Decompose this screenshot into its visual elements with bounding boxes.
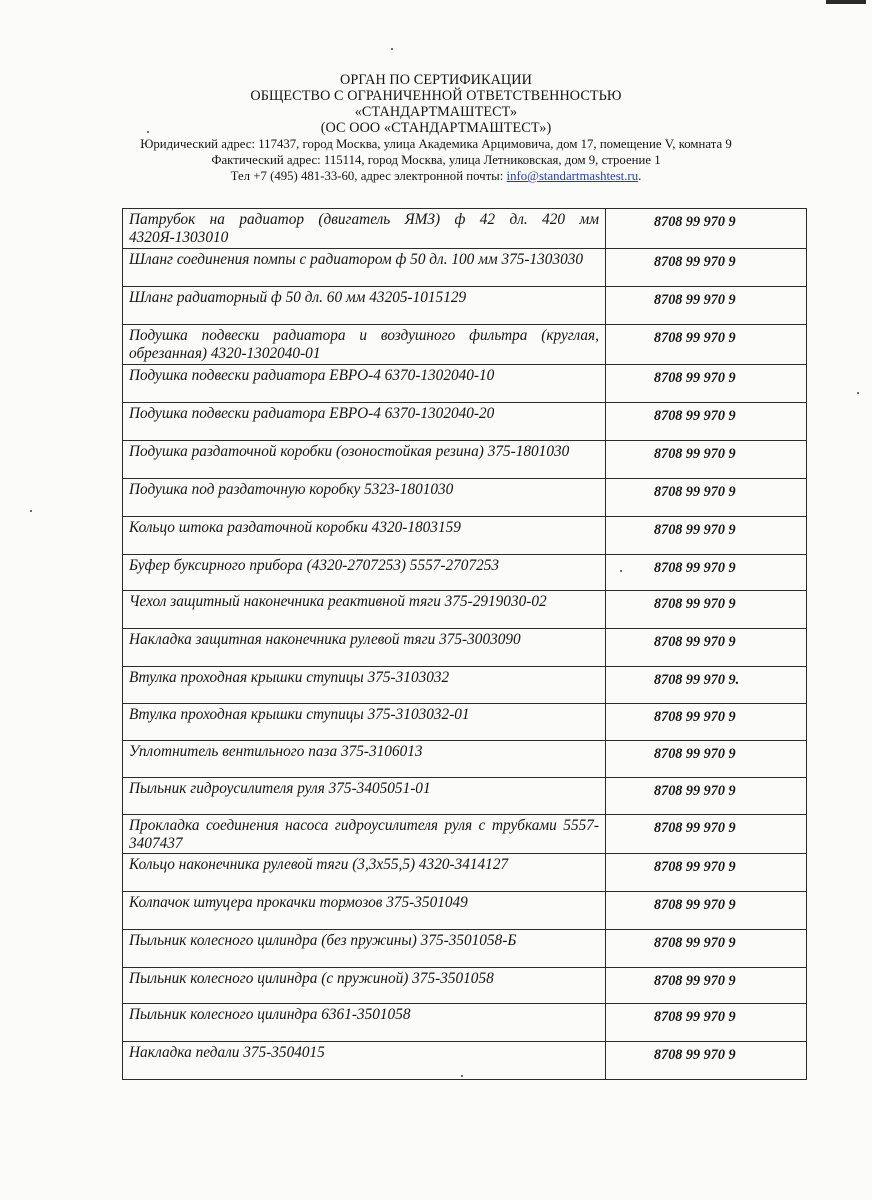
table-row [123, 1004, 807, 1042]
hs-code-cell: 8708 99 970 9 [606, 778, 807, 815]
part-name-cell: Шланг соединения помпы с радиатором ф 50 дл. 100 мм 375-1303030 [123, 249, 606, 287]
part-name-cell: Накладка защитная наконечника рулевой тяги 375-3003090 [123, 629, 606, 667]
hs-code-cell: 8708 99 970 9 [606, 555, 807, 591]
table-row [123, 667, 807, 704]
table-row [123, 209, 807, 249]
scan-speck [620, 570, 622, 572]
part-name-cell: Подушка под раздаточную коробку 5323-1801030 [123, 479, 606, 517]
part-name-cell: Кольцо наконечника рулевой тяги (3,3х55,5) 4320-3414127 [123, 854, 606, 892]
table-row [123, 815, 807, 854]
table-row [123, 778, 807, 815]
hs-code-cell: 8708 99 970 9 [606, 815, 807, 854]
hs-code-cell: 8708 99 970 9 [606, 287, 807, 325]
part-name-cell: Пыльник колесного цилиндра 6361-3501058 [123, 1004, 606, 1042]
hs-code-cell: 8708 99 970 9 [606, 365, 807, 403]
part-name-cell: Пыльник гидроусилителя руля 375-3405051-01 [123, 778, 606, 815]
part-name-cell: Накладка педали 375-3504015 [123, 1042, 606, 1080]
part-name-cell: Пыльник колесного цилиндра (без пружины) 375-3501058-Б [123, 930, 606, 968]
table-row [123, 249, 807, 287]
part-name-cell: Втулка проходная крышки ступицы 375-3103032-01 [123, 704, 606, 741]
part-name-cell: Подушка подвески радиатора ЕВРО-4 6370-1302040-10 [123, 365, 606, 403]
table-row [123, 403, 807, 441]
hs-code-cell: 8708 99 970 9 [606, 1004, 807, 1042]
part-name-cell: Прокладка соединения насоса гидроусилителя руля с трубками 5557-3407437 [123, 815, 606, 854]
hs-code-cell: 8708 99 970 9 [606, 854, 807, 892]
table-row [123, 517, 807, 555]
table-row [123, 441, 807, 479]
parts-table-body [123, 209, 807, 1080]
part-name-cell: Подушка подвески радиатора ЕВРО-4 6370-1302040-20 [123, 403, 606, 441]
hs-code-cell: 8708 99 970 9 [606, 930, 807, 968]
hs-code-cell: 8708 99 970 9 [606, 403, 807, 441]
part-name-cell: Буфер буксирного прибора (4320-2707253) 5557-2707253 [123, 555, 606, 591]
contact-suffix: . [638, 169, 642, 183]
hs-code-cell: 8708 99 970 9 [606, 249, 807, 287]
legal-address: Юридический адрес: 117437, город Москва, улица Академика Арцимовича, дом 17, помещение V, комната 9 [140, 137, 732, 151]
part-name-cell: Колпачок штуцера прокачки тормозов 375-3501049 [123, 892, 606, 930]
header-line-company-name: «СТАНДАРТМАШТЕСТ» [354, 104, 518, 120]
part-name-cell: Подушка раздаточной коробки (озоностойкая резина) 375-1801030 [123, 441, 606, 479]
table-row [123, 892, 807, 930]
table-row [123, 704, 807, 741]
scan-speck [857, 392, 859, 394]
hs-code-cell: 8708 99 970 9 [606, 441, 807, 479]
table-row [123, 287, 807, 325]
actual-address: Фактический адрес: 115114, город Москва, улица Летниковская, дом 9, строение 1 [211, 153, 661, 167]
table-row [123, 854, 807, 892]
hs-code-cell: 8708 99 970 9 [606, 209, 807, 249]
hs-code-cell: 8708 99 970 9 [606, 517, 807, 555]
contact-line [0, 168, 872, 184]
scan-speck [391, 48, 393, 50]
part-name-cell: Пыльник колесного цилиндра (с пружиной) 375-3501058 [123, 968, 606, 1004]
hs-code-cell: 8708 99 970 9 [606, 629, 807, 667]
table-row [123, 479, 807, 517]
part-name-cell: Подушка подвески радиатора и воздушного фильтра (круглая, обрезанная) 4320-1302040-01 [123, 325, 606, 365]
scan-speck [30, 510, 32, 512]
part-name-cell: Втулка проходная крышки ступицы 375-3103032 [123, 667, 606, 704]
header-line-company-type: ОБЩЕСТВО С ОГРАНИЧЕННОЙ ОТВЕТСТВЕННОСТЬЮ [250, 88, 622, 104]
hs-code-cell: 8708 99 970 9 [606, 968, 807, 1004]
part-name-cell: Шланг радиаторный ф 50 дл. 60 мм 43205-1015129 [123, 287, 606, 325]
hs-code-cell: 8708 99 970 9 [606, 892, 807, 930]
table-row [123, 930, 807, 968]
table-row [123, 365, 807, 403]
part-name-cell: Кольцо штока раздаточной коробки 4320-1803159 [123, 517, 606, 555]
part-name-cell: Патрубок на радиатор (двигатель ЯМЗ) ф 42 дл. 420 мм 4320Я-1303010 [123, 209, 606, 249]
hs-code-cell: 8708 99 970 9 [606, 741, 807, 778]
hs-code-cell: 8708 99 970 9 [606, 1042, 807, 1080]
table-row [123, 325, 807, 365]
table-row [123, 968, 807, 1004]
scan-speck [461, 1075, 463, 1077]
scan-speck [147, 131, 149, 133]
hs-code-cell: 8708 99 970 9 [606, 479, 807, 517]
hs-code-cell: 8708 99 970 9 [606, 325, 807, 365]
phone-text: Тел +7 (495) 481-33-60, адрес электронной почты: [230, 169, 507, 183]
certification-body-header [0, 72, 872, 184]
email-link[interactable]: info@standartmashtest.ru [506, 169, 639, 183]
part-name-cell: Чехол защитный наконечника реактивной тяги 375-2919030-02 [123, 591, 606, 629]
scan-edge-mark [826, 0, 866, 10]
hs-code-cell: 8708 99 970 9 [606, 591, 807, 629]
hs-code-cell: 8708 99 970 9 [606, 704, 807, 741]
table-row [123, 1042, 807, 1080]
header-line-short-name: (ОС ООО «СТАНДАРТМАШТЕСТ») [320, 120, 552, 136]
parts-table [122, 208, 807, 1080]
table-row [123, 741, 807, 778]
part-name-cell: Уплотнитель вентильного паза 375-3106013 [123, 741, 606, 778]
table-row [123, 555, 807, 591]
hs-code-cell: 8708 99 970 9. [606, 667, 807, 704]
table-row [123, 591, 807, 629]
table-row [123, 629, 807, 667]
header-line-body: ОРГАН ПО СЕРТИФИКАЦИИ [340, 72, 532, 88]
